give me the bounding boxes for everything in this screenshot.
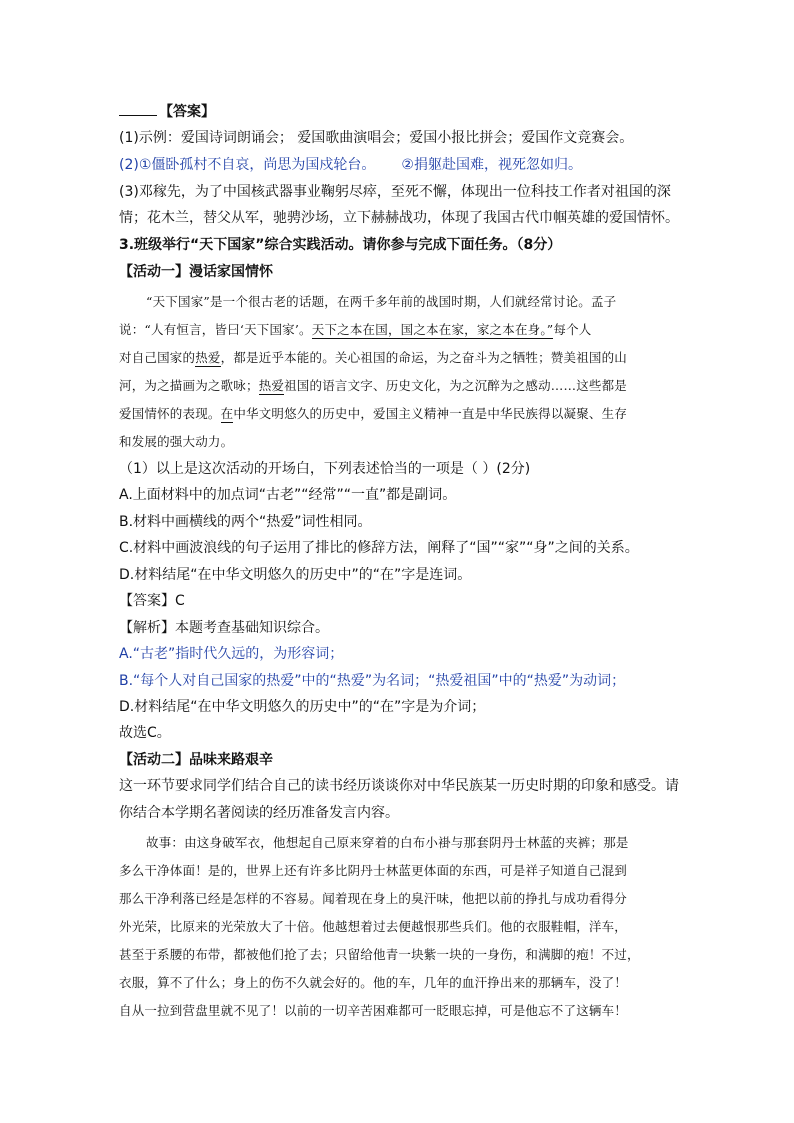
underlined-word: 热爱 [195,350,221,365]
passage-line-1: “天下国家”是一个很古老的话题，在两千多年前的战国时期，人们就经常讨论。孟子 [146,294,617,309]
analysis-label: 【解析】本题考查基础知识综合。 [119,620,329,636]
option-b: B.材料中画横线的两个“热爱”词性相同。 [119,514,372,530]
answer-line-3b: 情；花木兰，替父从军，驰骋沙场，立下赫赫战功，体现了我国古代巾帼英雄的爱国情怀。 [119,210,679,226]
choose-c: 故选C。 [119,725,171,741]
story-line-1: 故事：由这身破军衣，他想起自己原来穿着的白布小褂与那套阴丹士林蓝的夹裤；那是 [146,835,629,850]
answer-heading: 【答案】 [119,101,215,123]
passage-line-6: 和发展的强大动力。 [119,434,234,449]
explanation-b: B.“每个人对自己国家的热爱”中的“热爱”为名词；“热爱祖国”中的“热爱”为动词； [119,673,626,689]
option-d: D.材料结尾“在中华文明悠久的历史中”的“在”字是连词。 [119,567,472,583]
story-line-3: 那么干净利落已经是怎样的不容易。闻着现在身上的臭汗味，他把以前的挣扎与成功看得分 [119,891,628,906]
option-a: A.上面材料中的加点词“古老”“经常”“一直”都是副词。 [119,487,457,503]
wavy-underlined-sentence: 天下之本在国，国之本在家，家之本在身。” [311,322,554,337]
explanation-d: D.材料结尾“在中华文明悠久的历史中”的“在”字是为介词； [119,699,486,715]
sub-question-1: （1）以上是这次活动的开场白，下列表述恰当的一项是（ ）(2分) [119,461,531,477]
question-3-title: 3.班级举行“天下国家”综合实践活动。请你参与完成下面任务。（8分） [119,237,562,253]
option-c: C.材料中画波浪线的句子运用了排比的修辞方法，阐释了“国”“家”“身”之间的关系。 [119,540,639,556]
passage-line-5: 爱国情怀的表现。在中华文明悠久的历史中，爱国主义精神一直是中华民族得以凝聚、生存 [119,406,628,421]
passage-line-2: 说：“人有恒言，皆曰‘天下国家’。天下之本在国，国之本在家，家之本在身。”每个人 [119,322,592,337]
underlined-word: 热爱 [258,378,285,393]
activity-2-intro-1: 这一环节要求同学们结合自己的读书经历谈谈你对中华民族某一历史时期的印象和感受。请 [119,778,679,794]
fill-blank [119,101,157,116]
story-line-7: 自从一拉到营盘里就不见了！以前的一切辛苦困难都可一眨眼忘掉，可是他忘不了这辆车！ [119,1003,628,1018]
story-line-2: 多么干净体面！是的，世界上还有许多比阴丹士林蓝更体面的东西，可是祥子知道自己混到 [119,863,628,878]
answer-line-3a: (3)邓稼先，为了中国核武器事业鞠躬尽瘁，至死不懈，体现出一位科技工作者对祖国的深 [119,184,671,200]
answer-line-1: (1)示例：爱国诗词朗诵会； 爱国歌曲演唱会；爱国小报比拼会；爱国作文竞赛会。 [119,130,634,146]
passage-line-3: 对自己国家的热爱，都是近乎本能的。关心祖国的命运，为之奋斗为之牺牲；赞美祖国的山 [119,350,628,365]
activity-1-heading: 【活动一】漫话家国情怀 [119,264,273,280]
activity-2-heading: 【活动二】品味来路艰辛 [119,752,273,768]
answer-line-2: (2)①僵卧孤村不自哀，尚思为国戍轮台。 ②捐躯赴国难，视死忽如归。 [119,157,582,173]
answer-label: 【答案】C [119,593,185,609]
story-line-6: 衣服，算不了什么；身上的伤不久就会好的。他的车，几年的血汗挣出来的那辆车，没了！ [119,975,628,990]
passage-line-4: 河，为之描画为之歌咏；热爱祖国的语言文字、历史文化，为之沉醉为之感动……这些都是 [119,378,628,393]
underlined-word: 在 [220,406,234,421]
story-line-5: 甚至于系腰的布带，都被他们抢了去；只留给他青一块紫一块的一身伤，和满脚的疱！不过， [119,947,640,962]
explanation-a: A.“古老”指时代久远的，为形容词； [119,646,344,662]
story-line-4: 外光荣，比原来的光荣放大了十倍。他越想着过去便越恨那些兵们。他的衣服鞋帽，洋车， [119,919,628,934]
activity-2-intro-2: 你结合本学期名著阅读的经历准备发言内容。 [119,805,399,821]
